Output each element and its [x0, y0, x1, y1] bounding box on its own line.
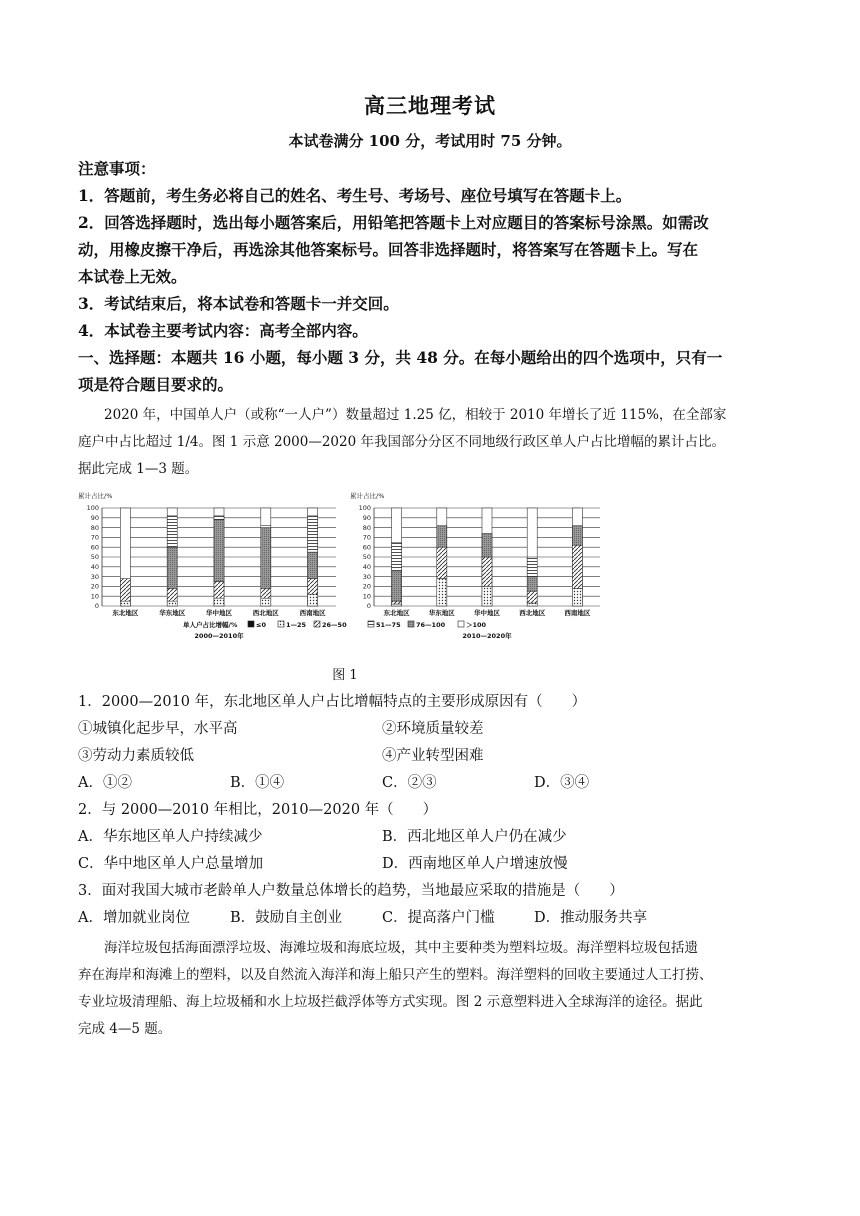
question-1-stem: 1．2000—2010 年，东北地区单人户占比增幅特点的主要形成原因有（ ） [78, 694, 587, 710]
y-tick-label: 30 [90, 572, 99, 581]
bar-segment [572, 545, 582, 588]
q2-option-c[interactable]: C．华中地区单人户总量增加 [78, 856, 264, 872]
legend-item-label: 76—100 [416, 621, 446, 629]
passage-1-line: 2020 年，中国单人户（或称“一人户”）数量超过 1.25 亿，相较于 2010 年增长了近 115%，在全部家 [104, 407, 727, 423]
x-tick-label: 华东地区 [159, 609, 186, 617]
q1-option-a[interactable]: A．①② [78, 775, 132, 791]
q2-option-d[interactable]: D．西南地区单人户增速放慢 [382, 856, 568, 872]
note-item: 本试卷上无效。 [78, 267, 187, 286]
legend-item-label: 51—75 [376, 621, 401, 629]
y-tick-label: 0 [366, 602, 371, 611]
q3-option-a[interactable]: A．增加就业岗位 [78, 910, 190, 926]
y-tick-label: 80 [362, 523, 371, 532]
bar-segment [392, 604, 402, 606]
figure-1-charts [78, 488, 618, 648]
x-tick-label: 西南地区 [564, 609, 591, 617]
x-tick-label: 西北地区 [252, 609, 279, 617]
y-tick-label: 10 [362, 592, 371, 601]
chart-2000-2010 [78, 491, 336, 640]
passage-1-line: 庭户中占比超过 1/4。图 1 示意 2000—2020 年我国部分分区不同地级行政区单人户占比增幅的累计占比。 [78, 434, 725, 450]
legend-swatch [314, 621, 320, 627]
y-tick-label: 50 [362, 553, 371, 562]
bar-segment [572, 526, 582, 546]
bar-segment [214, 516, 224, 520]
note-item: 2．回答选择题时，选出每小题答案后，用铅笔把答题卡上对应题目的答案标号涂黑。如需改 [78, 213, 709, 232]
y-tick-label: 100 [358, 504, 371, 513]
bar-segment [527, 557, 537, 577]
passage-1-line: 据此完成 1—3 题。 [78, 461, 199, 477]
chart-2010-2020 [350, 491, 600, 640]
y-tick-label: 20 [362, 582, 371, 591]
bar-segment [214, 520, 224, 582]
bar-segment [167, 547, 177, 588]
y-tick-label: 60 [90, 543, 99, 552]
bar-segment [308, 516, 318, 552]
figure-caption: 图 1 [332, 668, 358, 683]
note-item: 动，用橡皮擦干净后，再选涂其他答案标号。回答非选择题时，将答案写在答题卡上。写在 [78, 240, 699, 259]
legend-swatch [248, 621, 254, 627]
q1-statement-4: ④产业转型困难 [382, 748, 484, 764]
y-tick-label: 30 [362, 572, 371, 581]
chart-legend [183, 620, 487, 629]
y-tick-label: 100 [86, 504, 99, 513]
q3-option-c[interactable]: C．提高落户门槛 [382, 910, 495, 926]
y-tick-label: 20 [90, 582, 99, 591]
q3-option-b[interactable]: B．鼓励自主创业 [230, 910, 343, 926]
bar-segment [392, 601, 402, 604]
y-tick-label: 50 [90, 553, 99, 562]
x-tick-label: 西南地区 [299, 609, 326, 617]
legend-swatch [368, 621, 374, 627]
bar-segment [167, 516, 177, 547]
q1-option-c[interactable]: C．②③ [382, 775, 437, 791]
legend-swatch [408, 621, 414, 627]
period-label: 2000—2010年 [194, 632, 244, 640]
bar-segment [214, 582, 224, 599]
q2-option-a[interactable]: A．华东地区单人户持续减少 [78, 829, 263, 845]
q1-statement-2: ②环境质量较差 [382, 721, 484, 737]
y-tick-label: 40 [90, 563, 99, 571]
y-tick-label: 0 [94, 602, 99, 611]
q1-option-b[interactable]: B．①④ [230, 775, 285, 791]
passage-2-line: 专业垃圾清理船、海上垃圾桶和水上垃圾拦截浮体等方式实现。图 2 示意塑料进入全球海洋的途径。据此 [78, 994, 703, 1010]
q1-statement-1: ①城镇化起步早，水平高 [78, 721, 238, 737]
bar-segment [527, 591, 537, 603]
bar-segment [261, 526, 271, 528]
notes-heading: 注意事项： [78, 159, 156, 178]
x-tick-label: 东北地区 [112, 609, 139, 617]
bar-segment [392, 572, 402, 601]
passage-2-line: 海洋垃圾包括海面漂浮垃圾、海滩垃圾和海底垃圾，其中主要种类为塑料垃圾。海洋塑料垃圾包括遗 [104, 940, 698, 956]
bar-segment [261, 588, 271, 598]
bar-segment [120, 579, 130, 602]
note-item: 3．考试结束后，将本试卷和答题卡一并交回。 [78, 294, 399, 313]
bar-segment [308, 579, 318, 595]
bar-segment [437, 579, 447, 606]
bar-segment [437, 547, 447, 578]
bar-segment [482, 586, 492, 606]
bar-segment [527, 603, 537, 606]
y-axis-label: 累计占比/% [78, 492, 113, 500]
q1-statement-3: ③劳动力素质较低 [78, 748, 194, 764]
bar-segment [527, 577, 537, 592]
question-3-stem: 3．面对我国大城市老龄单人户数量总体增长的趋势，当地最应采取的措施是（ ） [78, 883, 624, 899]
bar-segment [308, 552, 318, 578]
y-tick-label: 80 [90, 523, 99, 532]
note-item: 4．本试卷主要考试内容：高考全部内容。 [78, 321, 368, 340]
y-tick-label: 10 [90, 592, 99, 601]
q1-option-d[interactable]: D．③④ [534, 775, 590, 791]
q3-option-d[interactable]: D．推动服务共享 [534, 910, 648, 926]
y-tick-label: 70 [362, 533, 371, 542]
bar-segment [437, 526, 447, 548]
q2-option-b[interactable]: B．西北地区单人户仍在减少 [382, 829, 567, 845]
legend-item-label: 1—25 [286, 621, 307, 629]
page-title: 高三地理考试 [364, 93, 496, 118]
y-tick-label: 90 [90, 514, 99, 522]
bar-segment [308, 594, 318, 606]
bar-segment [572, 588, 582, 606]
note-item: 1．答题前，考生务必将自己的姓名、考生号、考场号、座位号填写在答题卡上。 [78, 186, 632, 205]
legend-title: 单人户占比增幅/% [183, 621, 238, 629]
x-tick-label: 华东地区 [428, 609, 455, 617]
y-tick-label: 40 [362, 563, 371, 571]
question-2-stem: 2．与 2000—2010 年相比，2010—2020 年（ ） [78, 802, 438, 818]
bar-segment [261, 528, 271, 589]
y-axis-label: 累计占比/% [350, 492, 385, 500]
section-heading: 一、选择题：本题共 16 小题，每小题 3 分，共 48 分。在每小题给出的四个选项中，只有一 [78, 348, 723, 367]
bar-segment [120, 601, 130, 606]
legend-swatch [458, 621, 464, 627]
y-tick-label: 90 [362, 514, 371, 522]
section-heading: 项是符合题目要求的。 [78, 375, 234, 394]
bar-segment [482, 557, 492, 586]
legend-swatch [278, 621, 284, 627]
bar-segment [392, 542, 402, 571]
legend-item-label: ＞100 [466, 621, 487, 629]
x-tick-label: 东北地区 [383, 609, 410, 617]
x-tick-label: 华中地区 [206, 609, 232, 617]
bar-segment [214, 598, 224, 606]
y-tick-label: 70 [90, 533, 99, 542]
x-tick-label: 西北地区 [519, 609, 546, 617]
passage-2-line: 弃在海岸和海滩上的塑料，以及自然流入海洋和海上船只产生的塑料。海洋塑料的回收主要通过人工打捞、 [78, 967, 713, 983]
exam-subtitle: 本试卷满分 100 分，考试用时 75 分钟。 [288, 132, 572, 150]
bar-segment [482, 533, 492, 557]
legend-item-label: 26—50 [322, 621, 347, 629]
x-tick-label: 华中地区 [474, 609, 500, 617]
passage-2-line: 完成 4—5 题。 [78, 1021, 172, 1037]
bar-segment [261, 598, 271, 606]
y-tick-label: 60 [362, 543, 371, 552]
legend-item-label: ≤0 [256, 621, 266, 629]
bar-segment [167, 588, 177, 601]
bar-segment [167, 601, 177, 606]
figure-1-svg [78, 488, 618, 648]
period-label: 2010—2020年 [462, 632, 512, 640]
